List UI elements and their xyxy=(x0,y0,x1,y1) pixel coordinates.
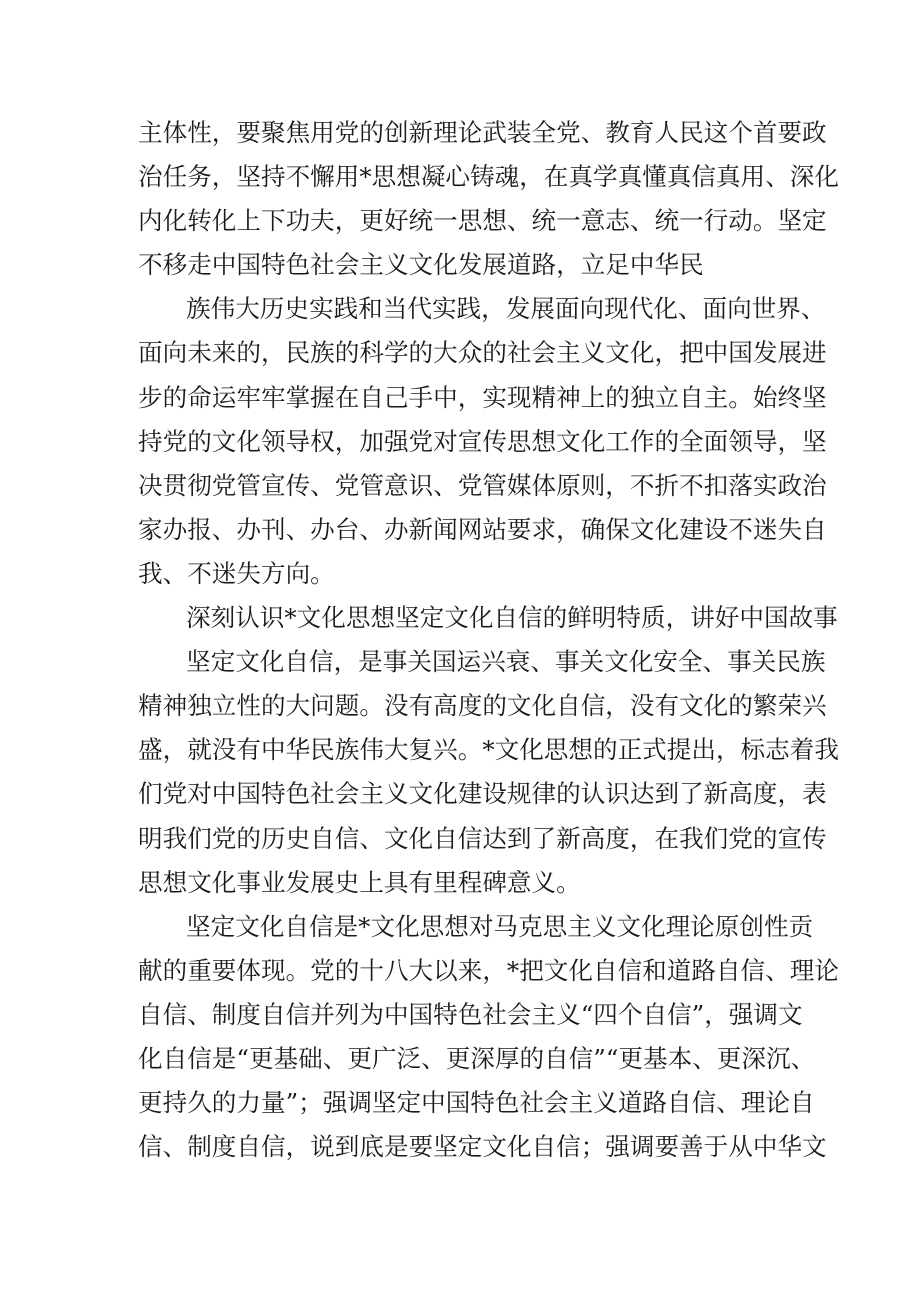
text-line: 主体性，要聚焦用党的创新理论武装全党、教育人民这个首要政 xyxy=(138,118,827,147)
text-line: 化自信是“更基础、更广泛、更深厚的自信”“更基本、更深沉、 xyxy=(138,1043,816,1073)
text-line: 面向未来的，民族的科学的大众的社会主义文化，把中国发展进 xyxy=(138,338,827,368)
text-line: 持党的文化领导权，加强党对宣传思想文化工作的全面领导，坚 xyxy=(138,426,827,456)
text-line: 我、不迷失方向。 xyxy=(138,558,335,588)
text-line: 精神独立性的大问题。没有高度的文化自信，没有文化的繁荣兴 xyxy=(138,691,827,721)
text-line: 献的重要体现。党的十八大以来，*把文化自信和道路自信、理论 xyxy=(138,955,839,985)
body-text xyxy=(138,111,839,1169)
paragraph-2 xyxy=(138,287,827,596)
section-heading xyxy=(138,596,838,640)
text-line: 步的命运牢牢掌握在自己手中，实现精神上的独立自主。始终坚 xyxy=(138,382,827,412)
heading-line: 深刻认识*文化思想坚定文化自信的鲜明特质，讲好中国故事 xyxy=(186,603,838,633)
text-line: 坚定文化自信，是事关国运兴衰、事关文化安全、事关民族 xyxy=(186,647,826,677)
text-line: 们党对中国特色社会主义文化建设规律的认识达到了新高度，表 xyxy=(138,779,827,809)
text-line: 家办报、办刊、办台、办新闻网站要求，确保文化建设不迷失自 xyxy=(138,514,827,544)
paragraph-1 xyxy=(138,111,839,287)
text-line: 思想文化事业发展史上具有里程碑意义。 xyxy=(138,867,581,897)
text-line: 盛，就没有中华民族伟大复兴。*文化思想的正式提出，标志着我 xyxy=(138,735,839,765)
text-line: 决贯彻党管宣传、党管意识、党管媒体原则，不折不扣落实政治 xyxy=(138,470,827,500)
text-line: 族伟大历史实践和当代实践，发展面向现代化、面向世界、 xyxy=(186,294,826,324)
paragraph-4 xyxy=(138,905,839,1170)
text-line: 治任务，坚持不懈用*思想凝心铸魂，在真学真懂真信真用、深化 xyxy=(138,162,839,192)
paragraph-3 xyxy=(138,640,839,905)
text-line: 自信、制度自信并列为中国特色社会主义“四个自信”，强调文 xyxy=(138,999,803,1029)
text-line: 明我们党的历史自信、文化自信达到了新高度，在我们党的宣传 xyxy=(138,823,827,853)
text-line: 更持久的力量”；强调坚定中国特色社会主义道路自信、理论自 xyxy=(138,1088,815,1118)
text-line: 信、制度自信，说到底是要坚定文化自信；强调要善于从中华文 xyxy=(138,1132,827,1162)
text-line: 不移走中国特色社会主义文化发展道路，立足中华民 xyxy=(138,250,704,280)
text-line: 坚定文化自信是*文化思想对马克思主义文化理论原创性贡 xyxy=(186,911,814,941)
text-line: 内化转化上下功夫，更好统一思想、统一意志、统一行动。坚定 xyxy=(138,206,827,236)
